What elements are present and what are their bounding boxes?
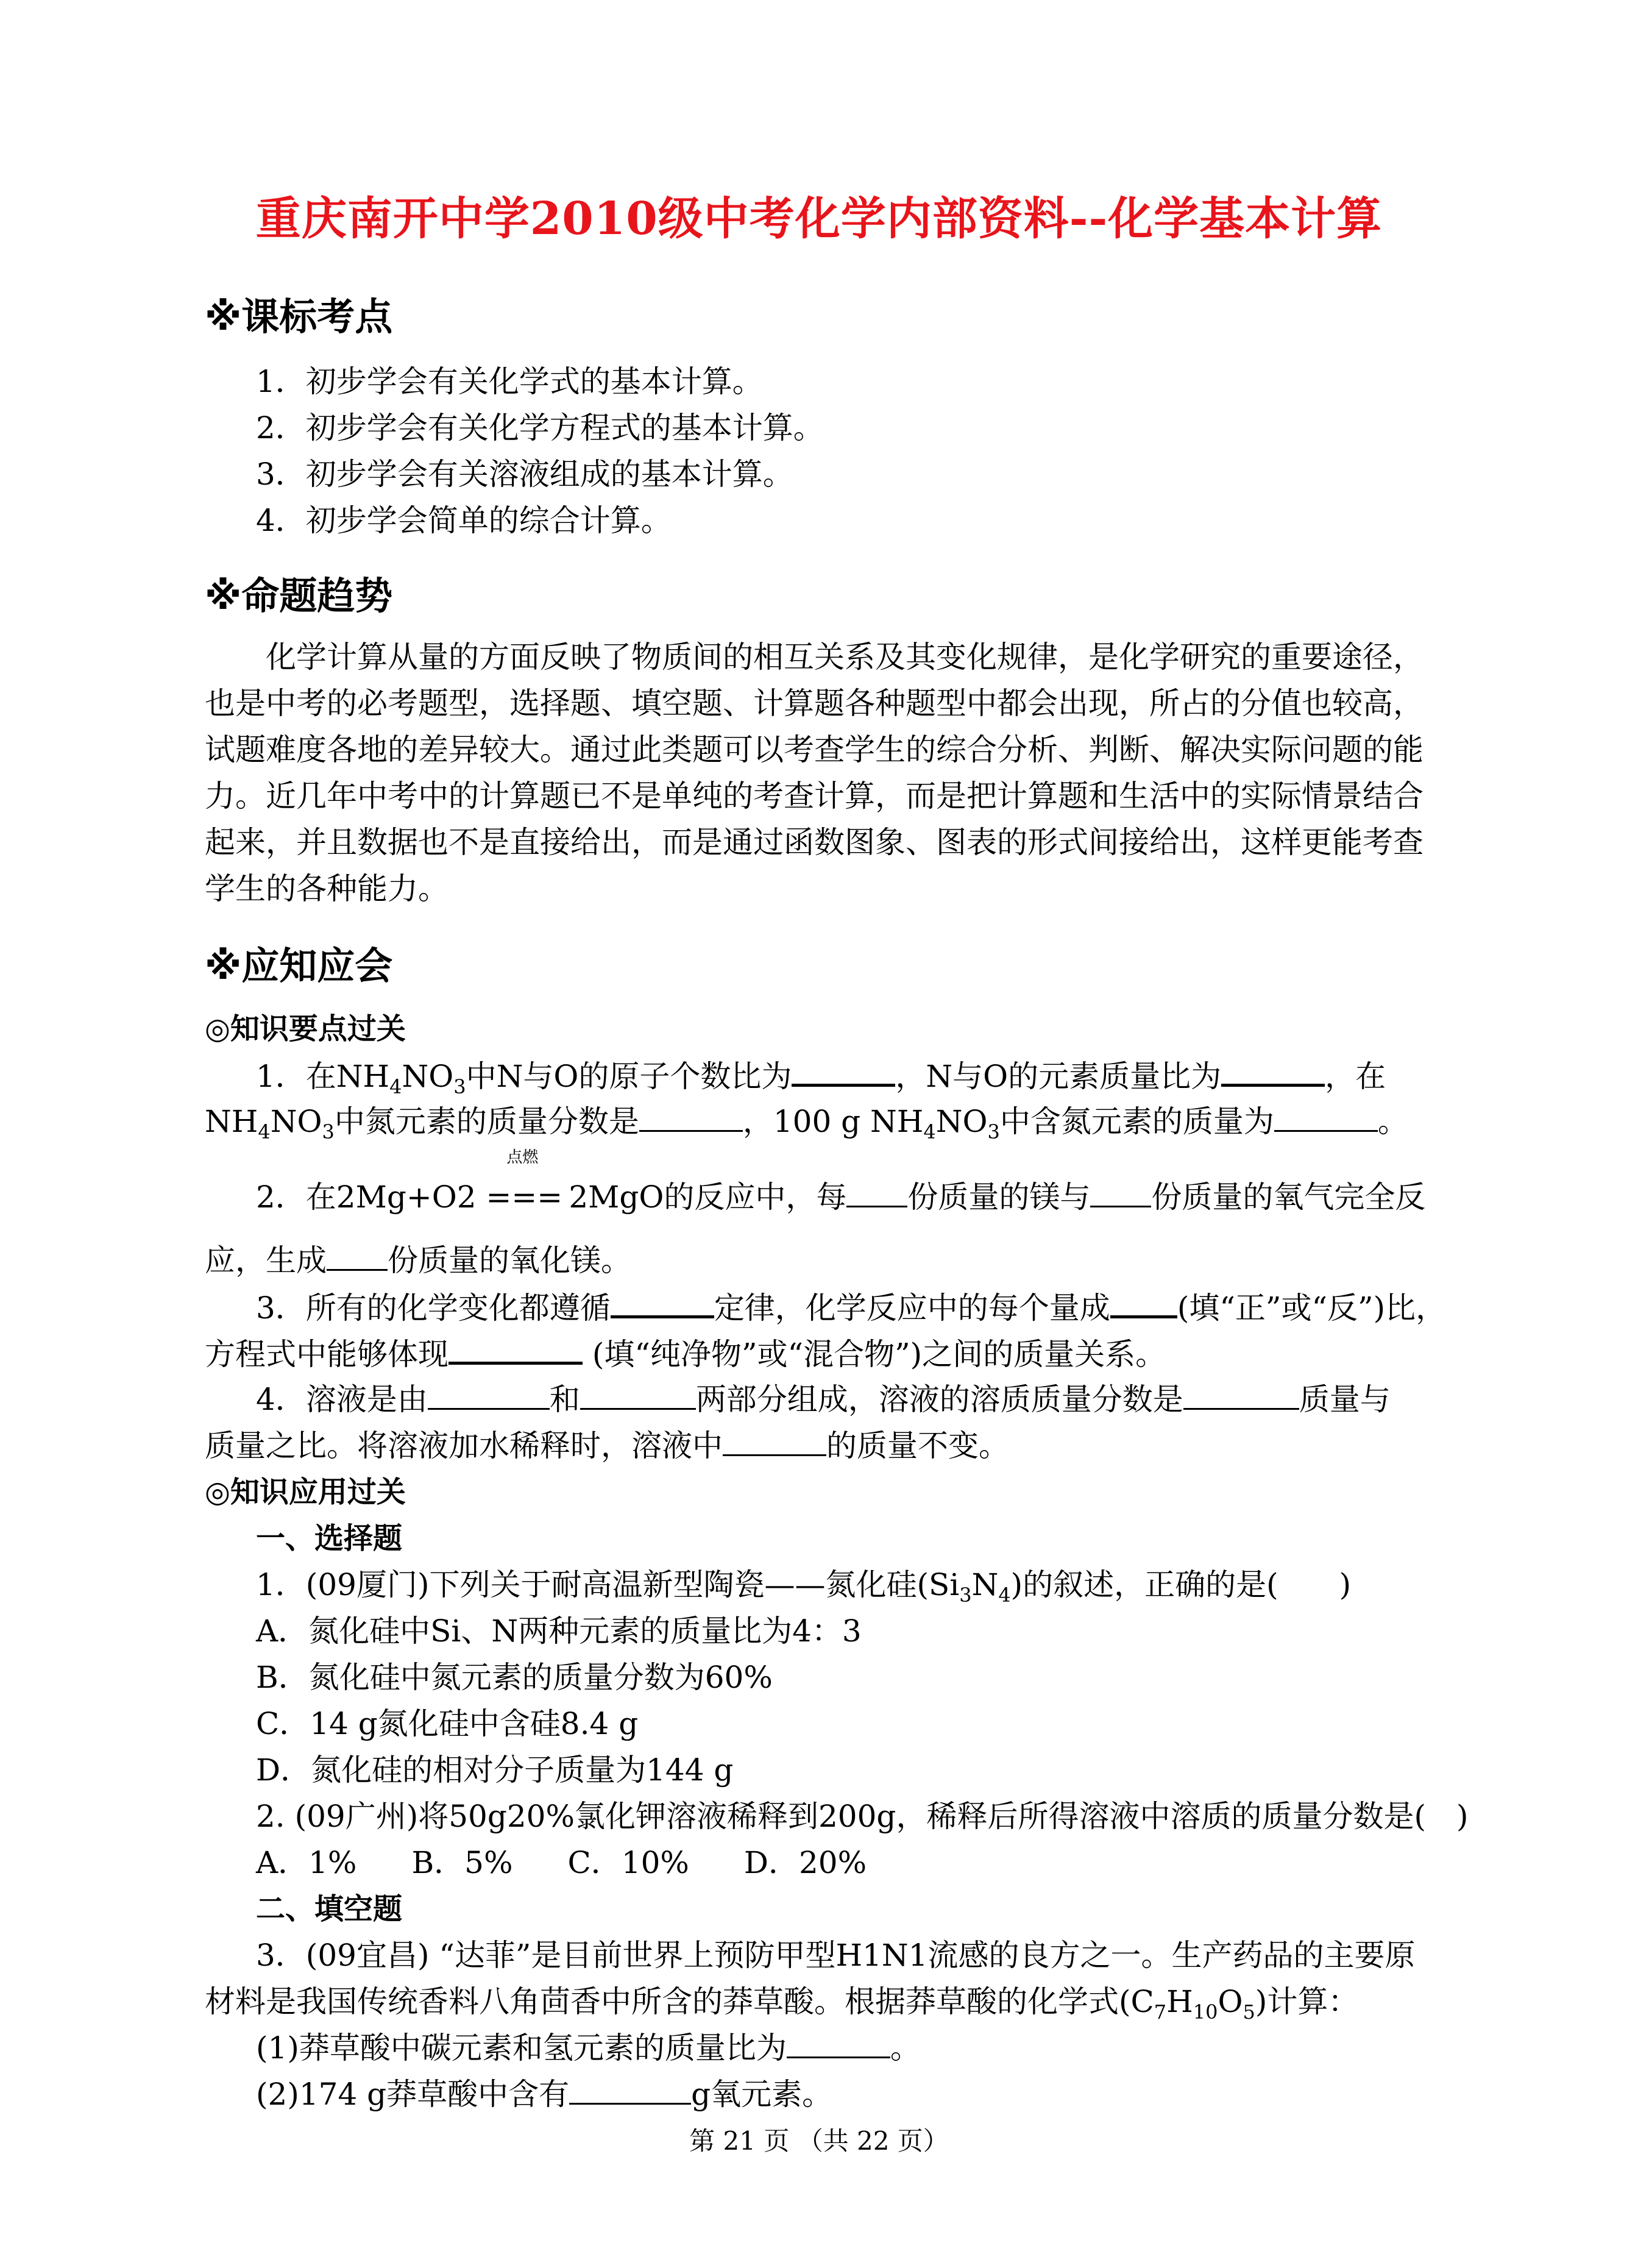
choice-2-options bbox=[256, 1840, 1433, 1886]
choice-2-option-c[interactable]: C．10% bbox=[567, 1845, 689, 1880]
fill-question-3-part-1: (1)莽草酸中碳元素和氢元素的质量比为 。 bbox=[256, 2025, 1433, 2071]
part-heading-choice: 一、选择题 bbox=[256, 1521, 403, 1555]
answer-blank[interactable] bbox=[580, 1376, 696, 1410]
reaction-arrow: 点燃 === bbox=[486, 1148, 563, 1215]
answer-blank[interactable] bbox=[723, 1423, 826, 1456]
question-4-line-1: 4．溶液是由 和 两部分组成，溶液的溶质质量分数是 质量与 bbox=[256, 1376, 1433, 1423]
answer-blank[interactable] bbox=[846, 1174, 907, 1207]
question-1-line-2: $NH_4NO_3$中氮元素的质量分数是 ，100 g $NH_4NO_3$中含氮元素的质量为 。 bbox=[205, 1098, 1433, 1155]
choice-1-option-a[interactable]: A．氮化硅中Si、N两种元素的质量比为4：3 bbox=[256, 1613, 862, 1649]
answer-blank[interactable] bbox=[1110, 1284, 1177, 1318]
standard-item-4: 4．初步学会简单的综合计算。 bbox=[256, 503, 672, 538]
fill-question-3-line-1: 3．(09宜昌) “达菲”是目前世界上预防甲型H1N1流感的良方之一。生产药品的主要原 bbox=[256, 1938, 1416, 1973]
standard-item-2: 2．初步学会有关化学方程式的基本计算。 bbox=[256, 410, 824, 446]
answer-blank[interactable] bbox=[611, 1284, 714, 1318]
question-4-line-2: 质量之比。将溶液加水稀释时，溶液中 的质量不变。 bbox=[205, 1423, 1433, 1469]
choice-2-option-b[interactable]: B．5% bbox=[411, 1845, 513, 1880]
answer-blank[interactable] bbox=[428, 1376, 550, 1410]
standard-item-3: 3．初步学会有关溶液组成的基本计算。 bbox=[256, 457, 793, 492]
subheading-application: ◎知识应用过关 bbox=[205, 1475, 406, 1509]
page-footer: 第 21 页 （共 22 页） bbox=[689, 2126, 949, 2156]
answer-blank[interactable] bbox=[448, 1330, 583, 1365]
answer-blank[interactable] bbox=[327, 1237, 388, 1271]
section-heading-standards: ※课标考点 bbox=[205, 294, 393, 339]
choice-question-2: 2. (09广州)将50g20%氯化钾溶液稀释到200g，稀释后所得溶液中溶质的质量分数是( ) bbox=[256, 1799, 1469, 1834]
choice-1-option-b[interactable]: B．氮化硅中氮元素的质量分数为60% bbox=[256, 1660, 773, 1695]
answer-blank[interactable] bbox=[569, 2071, 691, 2105]
trends-paragraph: 化学计算从量的方面反映了物质间的相互关系及其变化规律，是化学研究的重要途径，也是中考的必考题型，选择题、填空题、计算题各种题型中都会出现，所占的分值也较高，试题难度各地的差异较大。通过此类题可以考查学生的综合分析、判断、解决实际问题的能力。近几年中考中的计算题已不是单纯的考查计算，而是把计算题和生活中的实际情景结合起来，并且数据也不是直接给出，而是通过函数图象、图表的形式间接给出，这样更能考查学生的各种能力。 bbox=[205, 639, 1424, 906]
answer-blank[interactable] bbox=[1183, 1376, 1299, 1410]
answer-blank[interactable] bbox=[1274, 1098, 1378, 1132]
standard-item-1: 1．初步学会有关化学式的基本计算。 bbox=[256, 364, 763, 399]
choice-2-option-a[interactable]: A．1% bbox=[256, 1845, 357, 1880]
question-3-line-2: 方程式中能够体现 (填“纯净物”或“混合物”)之间的质量关系。 bbox=[205, 1330, 1433, 1378]
fill-question-3-line-2: 材料是我国传统香料八角茴香中所含的莽草酸。根据莽草酸的化学式$(C_7H_{10}O_5)$计算： bbox=[205, 1984, 1359, 2024]
answer-blank[interactable] bbox=[792, 1052, 895, 1087]
section-heading-trends: ※命题趋势 bbox=[205, 574, 393, 618]
document-title: 重庆南开中学2010级中考化学内部资料--化学基本计算 bbox=[255, 193, 1383, 245]
question-2-line-2: 应，生成 份质量的氧化镁。 bbox=[205, 1237, 1433, 1284]
answer-blank[interactable] bbox=[639, 1098, 743, 1132]
answer-blank[interactable] bbox=[1221, 1052, 1325, 1087]
answer-blank[interactable] bbox=[1090, 1174, 1151, 1207]
part-heading-fill: 二、填空题 bbox=[256, 1892, 403, 1926]
answer-blank[interactable] bbox=[787, 2025, 890, 2058]
choice-1-option-d[interactable]: D．氮化硅的相对分子质量为144 g bbox=[256, 1752, 734, 1788]
section-heading-knowledge: ※应知应会 bbox=[205, 944, 393, 988]
choice-1-option-c[interactable]: C．14 g氮化硅中含硅8.4 g bbox=[256, 1706, 639, 1741]
question-3-line-1: 3．所有的化学变化都遵循 定律，化学反应中的每个量成 (填“正”或“反”)比， bbox=[256, 1284, 1433, 1331]
subheading-key-points: ◎知识要点过关 bbox=[205, 1012, 406, 1046]
fill-question-3-part-2: (2)174 g莽草酸中含有 g氧元素。 bbox=[256, 2071, 1433, 2117]
choice-question-1: 1．(09厦门)下列关于耐高温新型陶瓷——氮化硅$(Si_3N_4)$的叙述，正确的是( ) bbox=[256, 1567, 1352, 1607]
choice-2-option-d[interactable]: D．20% bbox=[743, 1845, 867, 1880]
question-1-line-1: 1．在$NH_4NO_3$中N与O的原子个数比为 ，N与O的元素质量比为 ，在 bbox=[256, 1052, 1433, 1110]
question-2-line-1: 2．在2Mg+O2 点燃 === 2MgO的反应中，每 份质量的镁与 份质量的氧气完全反 bbox=[256, 1174, 1433, 1220]
